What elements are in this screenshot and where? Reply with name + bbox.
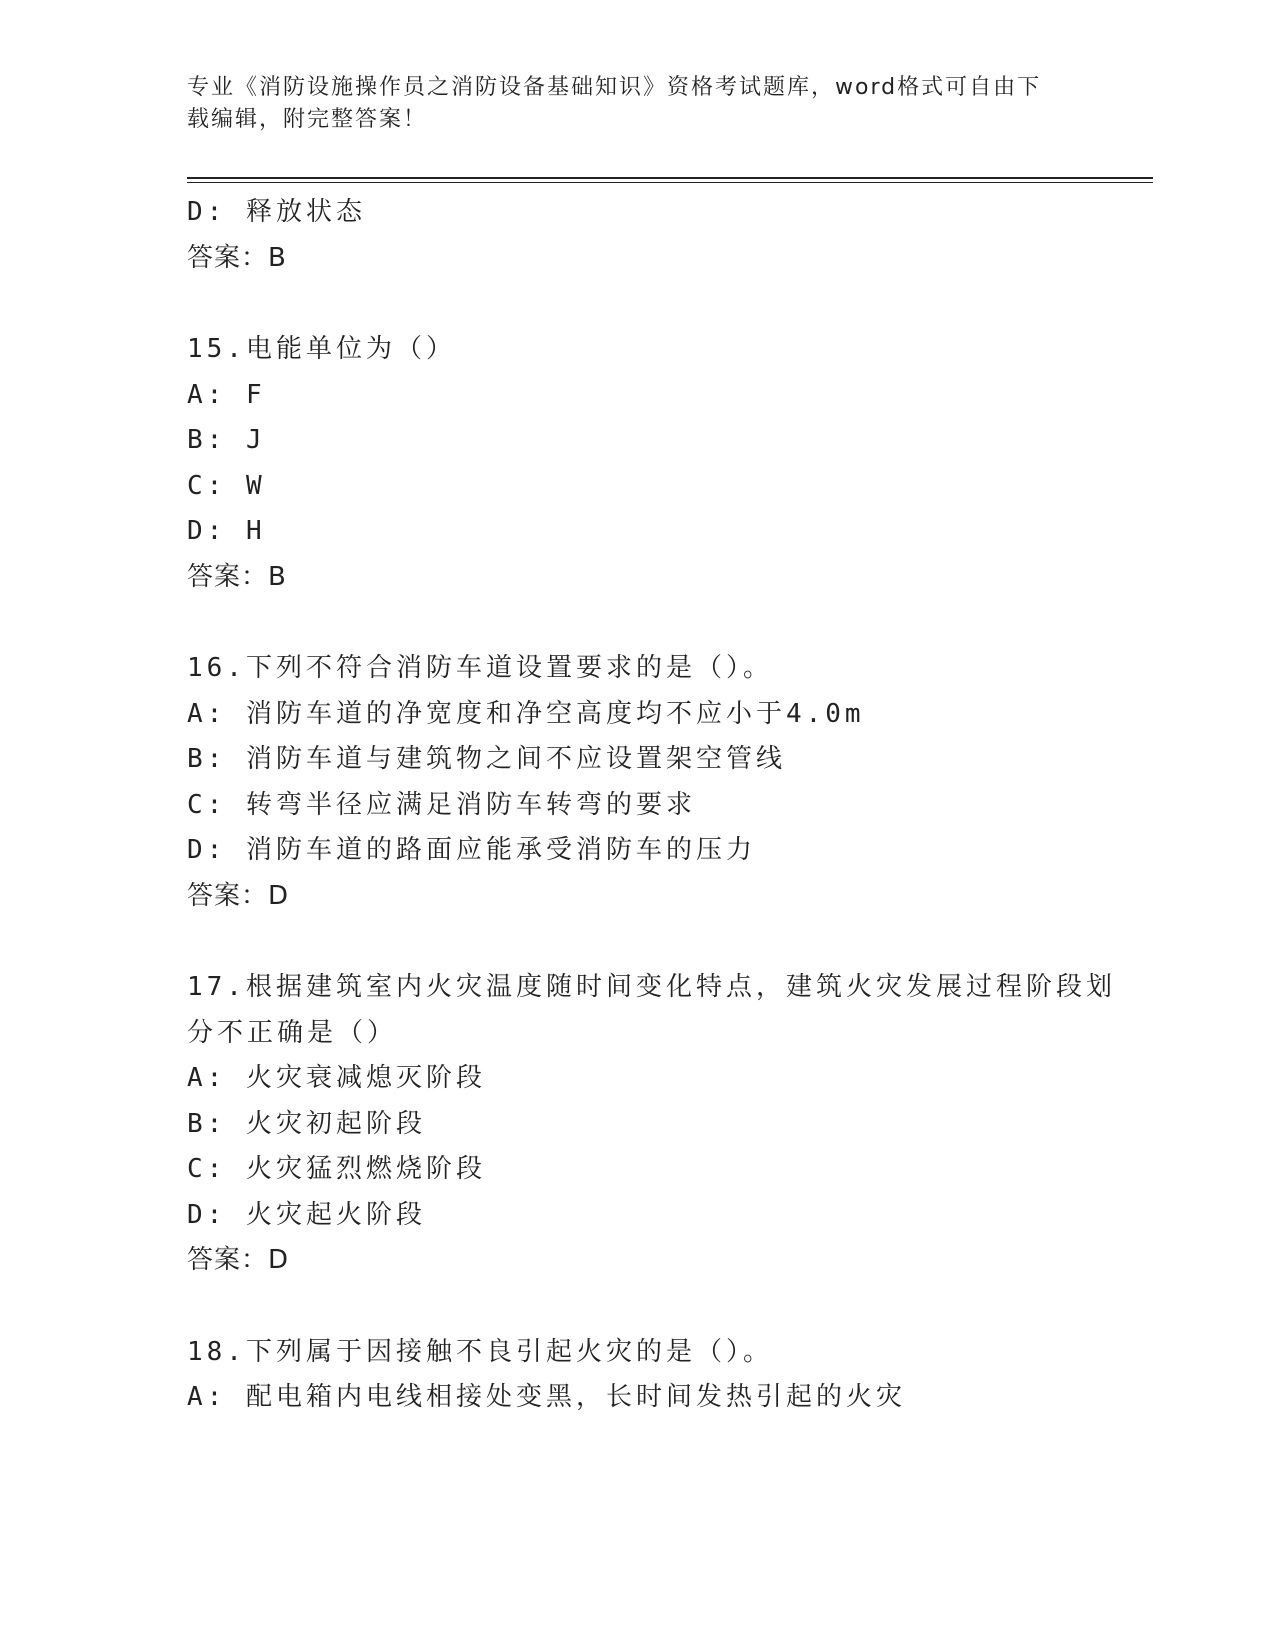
question-title-line-1: 17.根据建筑室内火灾温度随时间变化特点，建筑火灾发展过程阶段划: [187, 972, 1116, 1002]
spacer: [187, 1284, 1107, 1330]
option-d: D: 消防车道的路面应能承受消防车的压力: [187, 835, 756, 865]
spacer: [187, 600, 1107, 646]
option-a: A: 配电箱内电线相接处变黑，长时间发热引起的火灾: [187, 1382, 906, 1412]
option-a: A: F: [187, 379, 266, 410]
document-header: [187, 72, 1067, 136]
question-list: [187, 190, 1116, 1421]
header-divider-thick: [187, 177, 1153, 179]
header-divider-thin: [187, 182, 1153, 183]
option-b: B: J: [187, 425, 266, 455]
spacer: [187, 919, 1107, 965]
spacer: [187, 281, 1107, 327]
header-line-1: 专业《消防设施操作员之消防设备基础知识》资格考试题库，word格式可自由下: [187, 75, 1042, 100]
answer-line: 答案：B: [187, 242, 287, 273]
option-a: A: 火灾衰减熄灭阶段: [187, 1063, 486, 1093]
header-line-2: 载编辑，附完整答案！: [187, 107, 428, 132]
question-title: 18.下列属于因接触不良引起火灾的是（）。: [187, 1336, 773, 1367]
answer-line: 答案：D: [187, 1245, 290, 1275]
option-c: C: 转弯半径应满足消防车转弯的要求: [187, 789, 696, 820]
option-a: A: 消防车道的净宽度和净空高度均不应小于4.0m: [187, 698, 865, 729]
question-title: 15.电能单位为（）: [187, 334, 456, 364]
option-c: C: W: [187, 470, 266, 501]
question-title: 16.下列不符合消防车道设置要求的是（）。: [187, 653, 773, 683]
answer-line: 答案：B: [187, 561, 287, 592]
option-d: D: 释放状态: [187, 197, 366, 227]
option-d: D: 火灾起火阶段: [187, 1199, 426, 1230]
option-b: B: 火灾初起阶段: [187, 1108, 426, 1139]
option-b: B: 消防车道与建筑物之间不应设置架空管线: [187, 744, 786, 774]
option-c: C: 火灾猛烈燃烧阶段: [187, 1154, 486, 1184]
question-title-line-2: 分不正确是（）: [187, 1017, 398, 1048]
option-d: D: H: [187, 516, 266, 546]
question-17: [187, 965, 1116, 1284]
question-18: [187, 1330, 1107, 1421]
question-16: [187, 646, 1107, 919]
question-15: [187, 327, 1107, 600]
answer-line: 答案：D: [187, 880, 290, 911]
